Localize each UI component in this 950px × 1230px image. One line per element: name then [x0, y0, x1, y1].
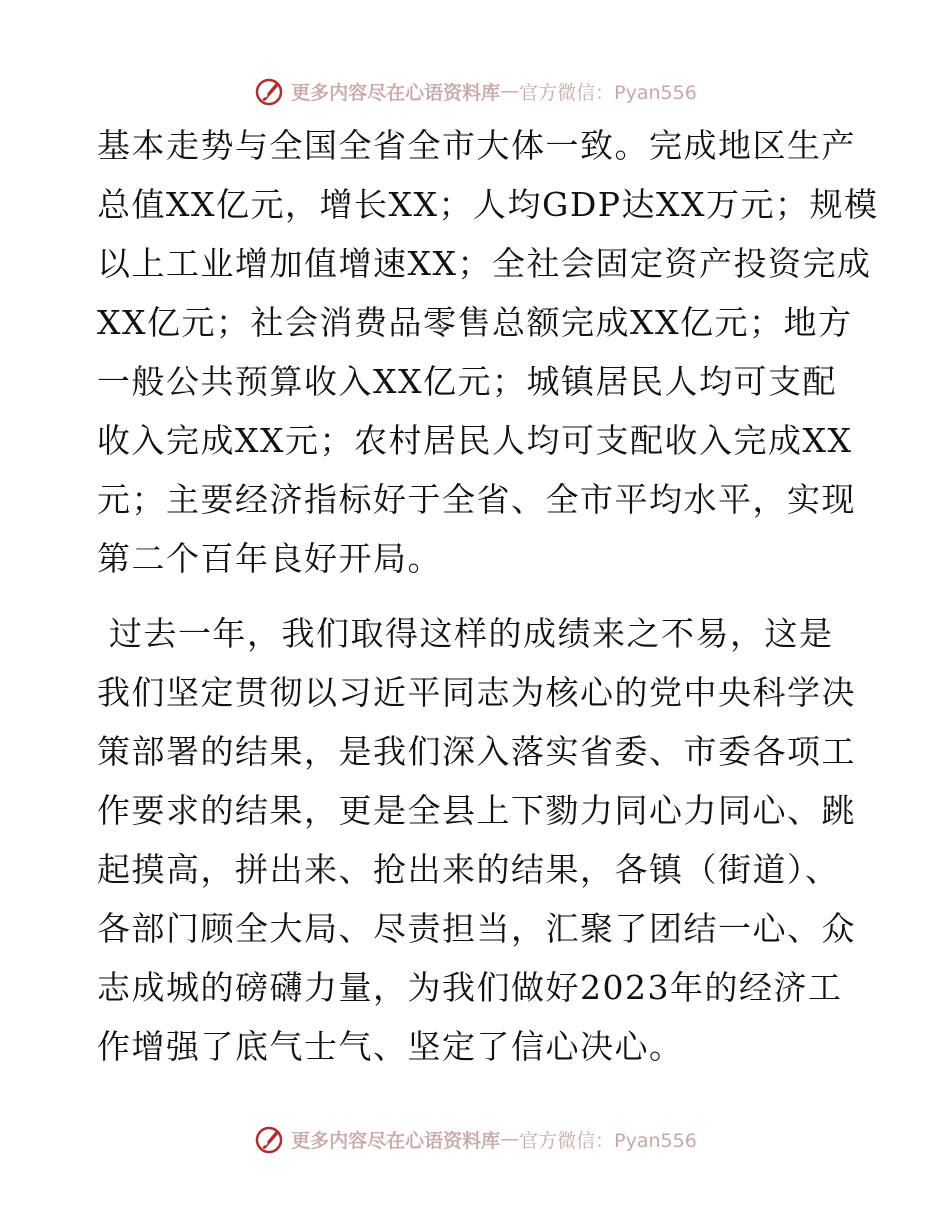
text-line: 作增强了底气士气、坚定了信心决心。 [97, 1027, 684, 1066]
text-line: 收入完成XX元；农村居民人均可支配收入完成XX [97, 421, 853, 460]
header-banner-dash: — [500, 80, 520, 102]
text-line: 一般公共预算收入XX亿元；城镇居民人均可支配 [97, 362, 837, 401]
text-line: 我们坚定贯彻以习近平同志为核心的党中央科学决 [97, 673, 856, 712]
quill-logo-icon [253, 1123, 285, 1155]
text-line: 过去一年，我们取得这样的成绩来之不易，这是 [97, 614, 834, 653]
text-line: 基本走势与全国全省全市大体一致。完成地区生产 [97, 126, 856, 165]
footer-banner-wechat: 官方微信：Pyan556 [519, 1129, 697, 1152]
text-line: 策部署的结果，是我们深入落实省委、市委各项工 [97, 732, 856, 771]
text-line: 各部门顾全大局、尽责担当，汇聚了团结一心、众 [97, 909, 856, 948]
header-banner-wechat: 官方微信：Pyan556 [519, 81, 697, 104]
text-line: XX亿元；社会消费品零售总额完成XX亿元；地方 [97, 303, 853, 342]
header-banner [0, 74, 950, 108]
text-line: 第二个百年良好开局。 [97, 539, 442, 578]
text-line: 元；主要经济指标好于全省、全市平均水平，实现 [97, 480, 856, 519]
quill-logo-icon [253, 75, 285, 107]
footer-banner-title: 更多内容尽在心语资料库 [291, 1129, 501, 1152]
text-line: 志成城的磅礴力量，为我们做好2023年的经济工 [97, 968, 843, 1007]
header-banner-title: 更多内容尽在心语资料库 [291, 81, 501, 104]
text-line: 总值XX亿元，增长XX；人均GDP达XX万元；规模 [97, 185, 879, 224]
text-line: 以上工业增加值增速XX；全社会固定资产投资完成 [97, 244, 872, 283]
footer-banner [0, 1122, 950, 1156]
footer-banner-dash: — [500, 1128, 520, 1150]
text-line: 作要求的结果，更是全县上下勠力同心力同心、跳 [97, 791, 856, 830]
text-line: 起摸高，拼出来、抢出来的结果，各镇（街道）、 [97, 850, 840, 889]
